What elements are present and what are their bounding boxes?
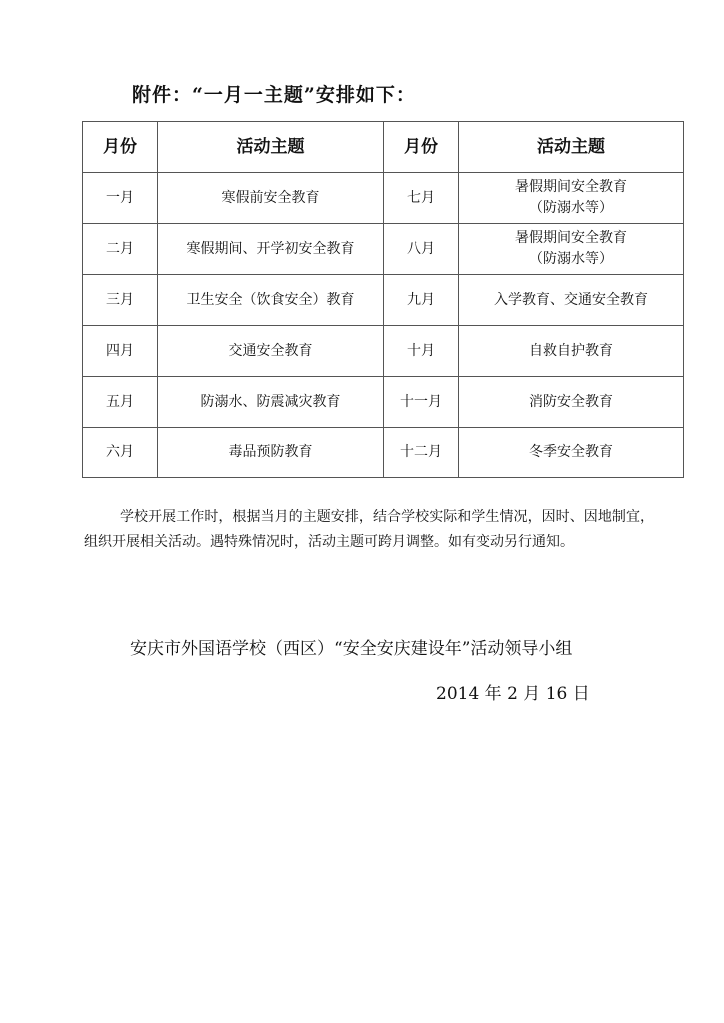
theme-cell	[459, 428, 684, 478]
table-row	[83, 275, 684, 326]
table-row	[83, 428, 684, 478]
theme-cell	[459, 173, 684, 224]
theme-cell	[158, 377, 384, 428]
theme-line: 卫生安全（饮食安全）教育	[186, 291, 355, 308]
table-header-row	[83, 122, 684, 173]
theme-line: 消防安全教育	[529, 393, 613, 410]
header-theme: 活动主题	[158, 122, 384, 173]
theme-line: 防溺水、防震减灾教育	[200, 393, 341, 410]
theme-line: 毒品预防教育	[228, 444, 313, 460]
theme-cell	[158, 275, 384, 326]
header-month: 月份	[384, 122, 459, 173]
theme-cell	[158, 173, 384, 224]
attachment-heading: 附件：“一月一主题”安排如下：	[132, 84, 416, 106]
theme-cell	[459, 275, 684, 326]
theme-cell	[459, 377, 684, 428]
month-cell: 九月	[384, 275, 459, 326]
month-cell: 二月	[83, 224, 158, 275]
table-row	[83, 173, 684, 224]
issue-date: 2014 年 2 月 16 日	[436, 684, 590, 704]
theme-line: 自救自护教育	[529, 342, 613, 359]
table-row	[83, 326, 684, 377]
theme-cell	[158, 326, 384, 377]
month-cell: 十一月	[384, 377, 459, 428]
theme-line: 寒假期间、开学初安全教育	[186, 240, 355, 257]
theme-line: 交通安全教育	[228, 342, 313, 359]
table-row	[83, 377, 684, 428]
month-cell: 七月	[384, 173, 459, 224]
month-cell: 八月	[384, 224, 459, 275]
month-cell: 六月	[83, 428, 158, 478]
theme-line: 入学教育、交通安全教育	[494, 291, 648, 308]
signer-organization: 安庆市外国语学校（西区）“安全安庆建设年”活动领导小组	[130, 639, 573, 659]
theme-cell	[459, 326, 684, 377]
month-cell: 十二月	[384, 428, 459, 478]
month-cell: 一月	[83, 173, 158, 224]
header-month: 月份	[83, 122, 158, 173]
month-cell: 四月	[83, 326, 158, 377]
theme-line: （防溺水等）	[529, 251, 613, 267]
theme-line: 暑假期间安全教育	[515, 230, 627, 246]
body-paragraph: 学校开展工作时，根据当月的主题安排，结合学校实际和学生情况，因时、因地制宜，组织开展相关活动。遇特殊情况时，活动主题可跨月调整。如有变动另行通知。	[84, 509, 654, 550]
month-cell: 三月	[83, 275, 158, 326]
theme-cell	[158, 428, 384, 478]
month-cell: 十月	[384, 326, 459, 377]
theme-line: 暑假期间安全教育	[515, 179, 627, 195]
month-cell: 五月	[83, 377, 158, 428]
theme-cell	[459, 224, 684, 275]
table-row	[83, 224, 684, 275]
theme-line: 寒假前安全教育	[221, 189, 320, 206]
theme-line: （防溺水等）	[529, 200, 613, 216]
theme-cell	[158, 224, 384, 275]
monthly-theme-table	[82, 121, 684, 478]
header-theme: 活动主题	[459, 122, 684, 173]
theme-line: 冬季安全教育	[529, 444, 613, 460]
